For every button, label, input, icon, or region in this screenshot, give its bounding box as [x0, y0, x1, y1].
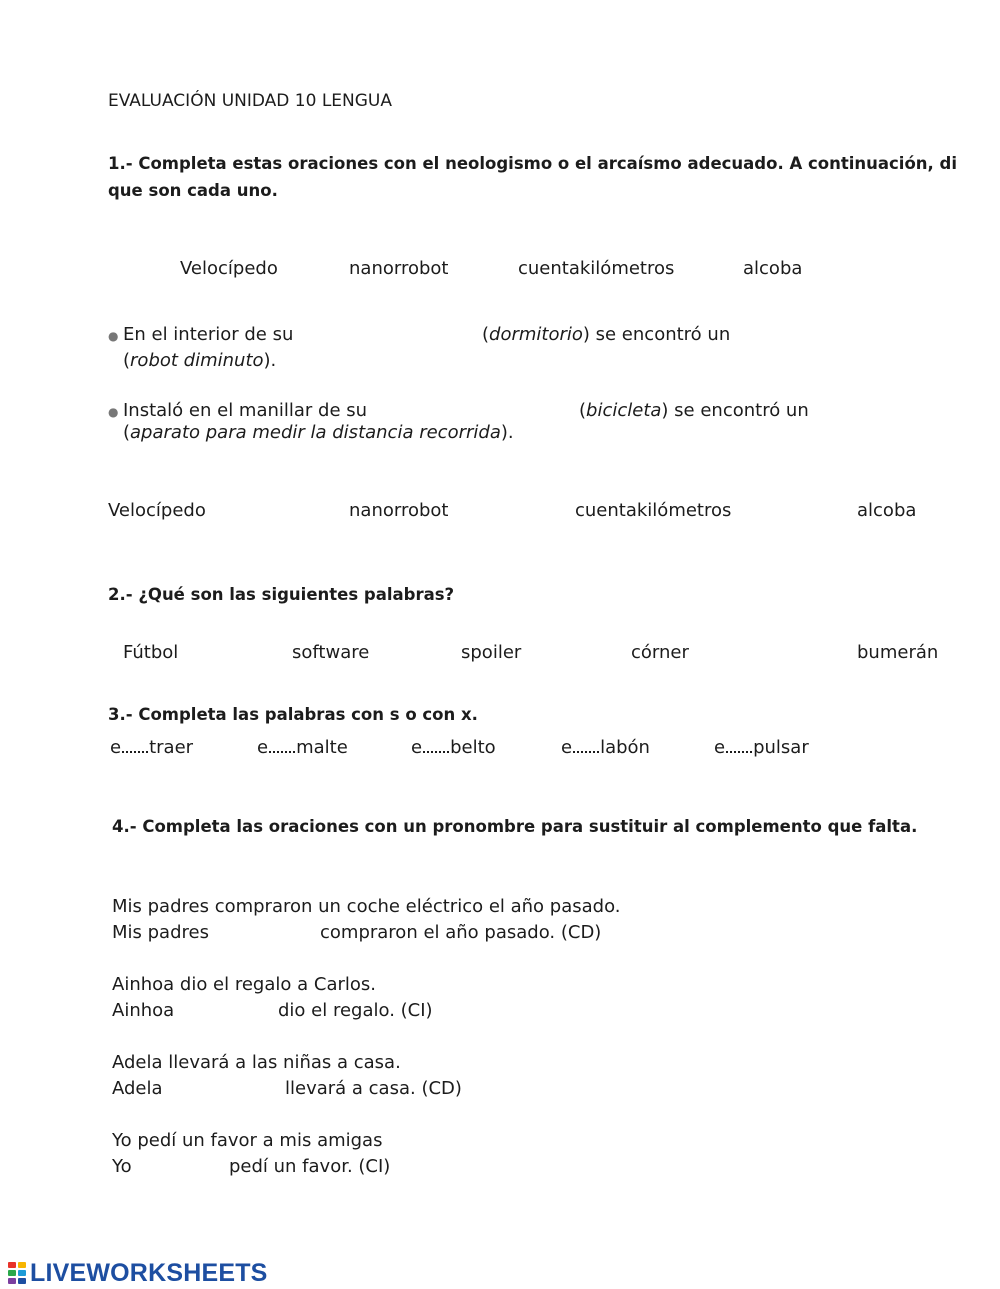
- word-bank-item: nanorrobot: [349, 258, 449, 279]
- word-bank-item: cuentakilómetros: [518, 258, 675, 279]
- q4-original: Ainhoa dio el regalo a Carlos.: [112, 974, 376, 995]
- q3-blank[interactable]: [423, 741, 449, 753]
- q2-word: Fútbol: [123, 642, 179, 663]
- q1-prompt-line1: 1.- Completa estas oraciones con el neologismo o el arcaísmo adecuado. A continuación, di: [108, 154, 958, 173]
- q4-rest: pedí un favor. (CI): [229, 1156, 391, 1177]
- q3-blank[interactable]: [726, 741, 752, 753]
- q4-blank-2[interactable]: [182, 998, 276, 1024]
- q3-item: e traer: [110, 737, 194, 758]
- q2-word: córner: [631, 642, 689, 663]
- q3-item: e belto: [411, 737, 496, 758]
- q2-word: software: [292, 642, 370, 663]
- logo-grid-icon: [8, 1262, 26, 1284]
- sentence1-hint-2: (robot diminuto).: [123, 350, 277, 371]
- q4-rest: compraron el año pasado. (CD): [320, 922, 602, 943]
- word-bank-item: Velocípedo: [180, 258, 278, 279]
- sentence1-blank-1[interactable]: [300, 322, 479, 348]
- logo-text: LIVEWORKSHEETS: [30, 1258, 268, 1287]
- sentence2-blank-2[interactable]: [810, 398, 954, 424]
- liveworksheets-logo[interactable]: [8, 1259, 268, 1287]
- q4-subject: Yo: [112, 1156, 132, 1177]
- q4-original: Yo pedí un favor a mis amigas: [112, 1130, 383, 1151]
- q4-blank-4[interactable]: [140, 1154, 228, 1180]
- bullet-icon: ●: [108, 329, 119, 343]
- q3-item: e pulsar: [714, 737, 809, 758]
- page-title: EVALUACIÓN UNIDAD 10 LENGUA: [108, 91, 392, 111]
- answer-blank-3[interactable]: [575, 530, 809, 556]
- answer-word: nanorrobot: [349, 500, 449, 521]
- q4-blank-1[interactable]: [218, 920, 317, 946]
- q4-subject: Ainhoa: [112, 1000, 175, 1021]
- sentence2-hint-1: (bicicleta) se encontró un: [579, 400, 809, 421]
- q4-subject: Adela: [112, 1078, 163, 1099]
- answer-word: cuentakilómetros: [575, 500, 732, 521]
- q4-prompt: 4.- Completa las oraciones con un pronombre para sustituir al complemento que falta.: [112, 817, 918, 836]
- q4-rest: dio el regalo. (CI): [278, 1000, 433, 1021]
- q2-word: bumerán: [857, 642, 939, 663]
- sentence1-blank-2[interactable]: [730, 322, 914, 348]
- q2-word: spoiler: [461, 642, 522, 663]
- q3-item: e malte: [257, 737, 348, 758]
- answer-blank-2[interactable]: [349, 530, 553, 556]
- answer-word: Velocípedo: [108, 500, 206, 521]
- sentence1-part-a: En el interior de su: [123, 324, 294, 345]
- answer-blank-1[interactable]: [108, 530, 312, 556]
- q3-prompt: 3.- Completa las palabras con s o con x.: [108, 705, 478, 724]
- sentence2-part-a: Instaló en el manillar de su: [123, 400, 368, 421]
- q2-prompt: 2.- ¿Qué son las siguientes palabras?: [108, 585, 455, 604]
- sentence2-blank-1[interactable]: [368, 398, 577, 424]
- sentence1-hint-1: (dormitorio) se encontró un: [482, 324, 731, 345]
- q4-blank-3[interactable]: [175, 1076, 284, 1102]
- bullet-icon: ●: [108, 405, 119, 419]
- q3-blank[interactable]: [269, 741, 295, 753]
- word-bank-item: alcoba: [743, 258, 803, 279]
- q4-original: Mis padres compraron un coche eléctrico el año pasado.: [112, 896, 621, 917]
- q4-rest: llevará a casa. (CD): [285, 1078, 462, 1099]
- q1-prompt-line2: que son cada uno.: [108, 181, 278, 200]
- answer-blank-4[interactable]: [857, 530, 981, 556]
- q4-subject: Mis padres: [112, 922, 209, 943]
- q3-blank[interactable]: [573, 741, 599, 753]
- q4-original: Adela llevará a las niñas a casa.: [112, 1052, 401, 1073]
- q3-item: e labón: [561, 737, 650, 758]
- sentence2-hint-2: (aparato para medir la distancia recorrida).: [123, 422, 514, 443]
- q3-blank[interactable]: [122, 741, 148, 753]
- answer-word: alcoba: [857, 500, 917, 521]
